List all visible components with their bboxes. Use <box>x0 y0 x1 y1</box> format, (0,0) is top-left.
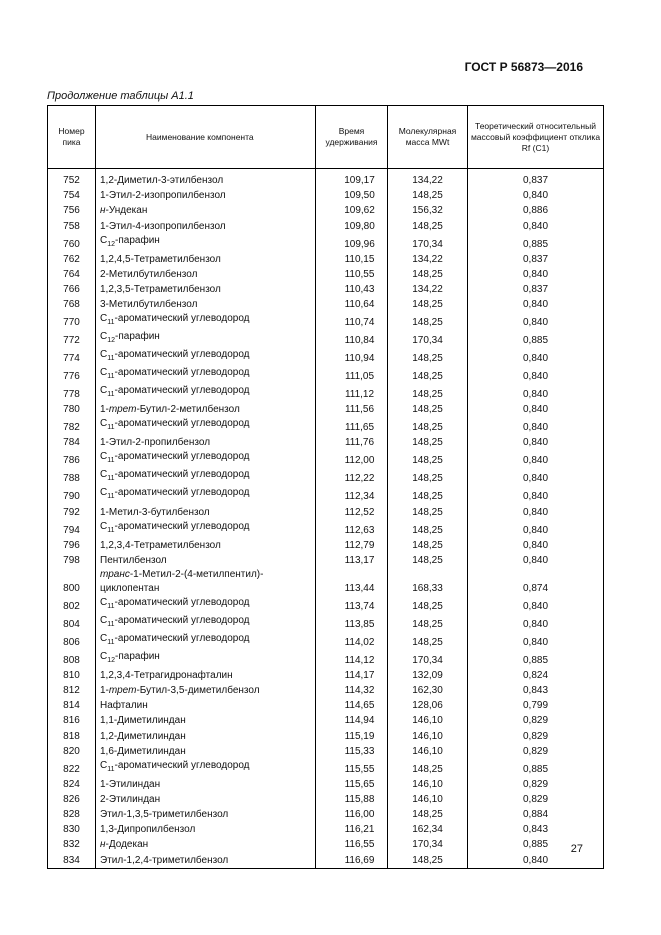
table-row <box>48 614 604 632</box>
table-row <box>48 744 604 759</box>
peak-number-cell: 804 <box>48 614 96 632</box>
table-row <box>48 538 604 553</box>
molecular-mass-cell: 134,22 <box>388 282 468 297</box>
component-name-cell: 1,6-Диметилиндан <box>96 744 316 759</box>
component-name-cell: транс-1-Метил-2-(4-метилпентил)-циклопентан <box>96 568 316 596</box>
peak-number-cell: 796 <box>48 538 96 553</box>
retention-time-cell: 112,79 <box>316 538 388 553</box>
response-factor-cell: 0,840 <box>468 486 604 504</box>
table-row <box>48 553 604 568</box>
table-row <box>48 267 604 282</box>
molecular-mass-cell: 148,25 <box>388 435 468 450</box>
table-row <box>48 435 604 450</box>
molecular-mass-cell: 148,25 <box>388 632 468 650</box>
molecular-mass-cell: 148,25 <box>388 267 468 282</box>
table-row <box>48 713 604 728</box>
table-row <box>48 807 604 822</box>
molecular-mass-cell: 148,25 <box>388 366 468 384</box>
retention-time-cell: 110,94 <box>316 348 388 366</box>
molecular-mass-cell: 146,10 <box>388 777 468 792</box>
peak-number-cell: 820 <box>48 744 96 759</box>
table-row <box>48 728 604 743</box>
table-row <box>48 837 604 852</box>
retention-time-cell: 113,85 <box>316 614 388 632</box>
retention-time-cell: 113,74 <box>316 596 388 614</box>
component-name-cell: $C_{11}$-ароматический углеводород <box>96 614 316 632</box>
response-factor-cell: 0,840 <box>468 520 604 538</box>
component-name-cell: 1-Этилиндан <box>96 777 316 792</box>
table-row <box>48 650 604 668</box>
table-row <box>48 777 604 792</box>
component-name-cell: 3-Метилбутилбензол <box>96 297 316 312</box>
table-row <box>48 282 604 297</box>
retention-time-cell: 110,55 <box>316 267 388 282</box>
response-factor-cell: 0,885 <box>468 650 604 668</box>
peak-number-cell: 834 <box>48 852 96 868</box>
peak-number-cell: 770 <box>48 312 96 330</box>
response-factor-cell: 0,840 <box>468 614 604 632</box>
retention-time-cell: 114,17 <box>316 668 388 683</box>
table-row <box>48 203 604 218</box>
component-name-cell: Нафталин <box>96 698 316 713</box>
peak-number-cell: 752 <box>48 169 96 189</box>
component-name-cell: 1,2,3,5-Тетраметилбензол <box>96 282 316 297</box>
response-factor-cell: 0,886 <box>468 203 604 218</box>
retention-time-cell: 109,50 <box>316 188 388 203</box>
component-name-cell: Пентилбензол <box>96 553 316 568</box>
table-row <box>48 822 604 837</box>
component-name-cell: $C_{11}$-ароматический углеводород <box>96 366 316 384</box>
component-name-cell: $C_{12}$-парафин <box>96 650 316 668</box>
component-name-cell: 1,2,3,4-Тетраметилбензол <box>96 538 316 553</box>
response-factor-cell: 0,840 <box>468 468 604 486</box>
table-row <box>48 348 604 366</box>
component-name-cell: Этил-1,2,4-триметилбензол <box>96 852 316 868</box>
peak-number-cell: 806 <box>48 632 96 650</box>
response-factor-cell: 0,840 <box>468 297 604 312</box>
retention-time-cell: 116,21 <box>316 822 388 837</box>
molecular-mass-cell: 148,25 <box>388 504 468 519</box>
molecular-mass-cell: 148,25 <box>388 348 468 366</box>
response-factor-cell: 0,829 <box>468 777 604 792</box>
molecular-mass-cell: 148,25 <box>388 218 468 233</box>
molecular-mass-cell: 170,34 <box>388 650 468 668</box>
component-name-cell: $C_{11}$-ароматический углеводород <box>96 520 316 538</box>
table-row <box>48 417 604 435</box>
molecular-mass-cell: 148,25 <box>388 596 468 614</box>
table-row <box>48 188 604 203</box>
response-factor-cell: 0,840 <box>468 553 604 568</box>
response-factor-cell: 0,840 <box>468 538 604 553</box>
table-row <box>48 312 604 330</box>
molecular-mass-cell: 146,10 <box>388 744 468 759</box>
retention-time-cell: 110,74 <box>316 312 388 330</box>
peak-number-cell: 766 <box>48 282 96 297</box>
peak-number-cell: 830 <box>48 822 96 837</box>
peak-number-cell: 822 <box>48 759 96 777</box>
molecular-mass-cell: 128,06 <box>388 698 468 713</box>
component-name-cell: $C_{12}$-парафин <box>96 234 316 252</box>
retention-time-cell: 112,52 <box>316 504 388 519</box>
retention-time-cell: 115,33 <box>316 744 388 759</box>
response-factor-cell: 0,840 <box>468 267 604 282</box>
molecular-mass-cell: 134,22 <box>388 169 468 189</box>
retention-time-cell: 110,43 <box>316 282 388 297</box>
col-retention-time: Время удерживания <box>316 106 388 169</box>
response-factor-cell: 0,840 <box>468 218 604 233</box>
component-name-cell: 1,2-Диметил-3-этилбензол <box>96 169 316 189</box>
retention-time-cell: 112,00 <box>316 450 388 468</box>
peak-number-cell: 788 <box>48 468 96 486</box>
peak-number-cell: 758 <box>48 218 96 233</box>
peak-number-cell: 786 <box>48 450 96 468</box>
molecular-mass-cell: 170,34 <box>388 234 468 252</box>
peak-number-cell: 812 <box>48 683 96 698</box>
peak-number-cell: 808 <box>48 650 96 668</box>
response-factor-cell: 0,843 <box>468 683 604 698</box>
response-factor-cell: 0,840 <box>468 312 604 330</box>
peak-number-cell: 774 <box>48 348 96 366</box>
table-row <box>48 218 604 233</box>
component-name-cell: $C_{11}$-ароматический углеводород <box>96 417 316 435</box>
peak-number-cell: 790 <box>48 486 96 504</box>
peak-number-cell: 814 <box>48 698 96 713</box>
response-factor-cell: 0,799 <box>468 698 604 713</box>
table-row <box>48 632 604 650</box>
molecular-mass-cell: 132,09 <box>388 668 468 683</box>
component-name-cell: 1,2,3,4-Тетрагидронафталин <box>96 668 316 683</box>
molecular-mass-cell: 148,25 <box>388 486 468 504</box>
col-peak-number: Номер пика <box>48 106 96 169</box>
retention-time-cell: 109,96 <box>316 234 388 252</box>
table-row <box>48 596 604 614</box>
peak-number-cell: 778 <box>48 384 96 402</box>
peak-number-cell: 782 <box>48 417 96 435</box>
table-body <box>48 169 604 869</box>
response-factor-cell: 0,885 <box>468 837 604 852</box>
peak-number-cell: 800 <box>48 568 96 596</box>
table-row <box>48 568 604 596</box>
table-row <box>48 384 604 402</box>
response-factor-cell: 0,829 <box>468 713 604 728</box>
retention-time-cell: 112,22 <box>316 468 388 486</box>
table-row <box>48 402 604 417</box>
response-factor-cell: 0,885 <box>468 759 604 777</box>
retention-time-cell: 114,12 <box>316 650 388 668</box>
table-row <box>48 297 604 312</box>
molecular-mass-cell: 146,10 <box>388 713 468 728</box>
molecular-mass-cell: 156,32 <box>388 203 468 218</box>
response-factor-cell: 0,837 <box>468 252 604 267</box>
peak-number-cell: 780 <box>48 402 96 417</box>
peak-number-cell: 776 <box>48 366 96 384</box>
component-name-cell: $C_{11}$-ароматический углеводород <box>96 348 316 366</box>
molecular-mass-cell: 148,25 <box>388 384 468 402</box>
peak-number-cell: 784 <box>48 435 96 450</box>
table-row <box>48 668 604 683</box>
component-name-cell: Этил-1,3,5-триметилбензол <box>96 807 316 822</box>
retention-time-cell: 110,15 <box>316 252 388 267</box>
response-factor-cell: 0,840 <box>468 188 604 203</box>
peak-number-cell: 810 <box>48 668 96 683</box>
component-name-cell: 2-Этилиндан <box>96 792 316 807</box>
component-name-cell: 1-трет-Бутил-3,5-диметилбензол <box>96 683 316 698</box>
component-name-cell: 1,2,4,5-Тетраметилбензол <box>96 252 316 267</box>
component-name-cell: $C_{11}$-ароматический углеводород <box>96 632 316 650</box>
table-row <box>48 468 604 486</box>
table-row <box>48 366 604 384</box>
retention-time-cell: 114,32 <box>316 683 388 698</box>
molecular-mass-cell: 148,25 <box>388 538 468 553</box>
response-factor-cell: 0,874 <box>468 568 604 596</box>
component-name-cell: 1-трет-Бутил-2-метилбензол <box>96 402 316 417</box>
retention-time-cell: 111,12 <box>316 384 388 402</box>
response-factor-cell: 0,840 <box>468 435 604 450</box>
table-row <box>48 169 604 189</box>
molecular-mass-cell: 148,25 <box>388 553 468 568</box>
response-factor-cell: 0,840 <box>468 450 604 468</box>
retention-time-cell: 115,88 <box>316 792 388 807</box>
component-name-cell: 1-Метил-3-бутилбензол <box>96 504 316 519</box>
table-row <box>48 486 604 504</box>
peak-number-cell: 768 <box>48 297 96 312</box>
retention-time-cell: 111,76 <box>316 435 388 450</box>
peak-number-cell: 772 <box>48 330 96 348</box>
molecular-mass-cell: 148,25 <box>388 520 468 538</box>
component-name-cell: 1-Этил-2-пропилбензол <box>96 435 316 450</box>
component-name-cell: $C_{11}$-ароматический углеводород <box>96 384 316 402</box>
retention-time-cell: 111,05 <box>316 366 388 384</box>
response-factor-cell: 0,840 <box>468 632 604 650</box>
retention-time-cell: 116,69 <box>316 852 388 868</box>
retention-time-cell: 115,19 <box>316 728 388 743</box>
molecular-mass-cell: 148,25 <box>388 450 468 468</box>
molecular-mass-cell: 170,34 <box>388 330 468 348</box>
peak-number-cell: 818 <box>48 728 96 743</box>
table-header-row <box>48 106 604 169</box>
molecular-mass-cell: 162,34 <box>388 822 468 837</box>
retention-time-cell: 112,34 <box>316 486 388 504</box>
response-factor-cell: 0,840 <box>468 852 604 868</box>
response-factor-cell: 0,884 <box>468 807 604 822</box>
response-factor-cell: 0,824 <box>468 668 604 683</box>
retention-time-cell: 115,65 <box>316 777 388 792</box>
peak-number-cell: 824 <box>48 777 96 792</box>
molecular-mass-cell: 148,25 <box>388 468 468 486</box>
retention-time-cell: 114,94 <box>316 713 388 728</box>
table-row <box>48 330 604 348</box>
table-row <box>48 504 604 519</box>
col-component-name: Наименование компонента <box>96 106 316 169</box>
molecular-mass-cell: 168,33 <box>388 568 468 596</box>
table-row <box>48 698 604 713</box>
molecular-mass-cell: 148,25 <box>388 417 468 435</box>
retention-time-cell: 109,80 <box>316 218 388 233</box>
peak-number-cell: 792 <box>48 504 96 519</box>
table-row <box>48 520 604 538</box>
retention-time-cell: 115,55 <box>316 759 388 777</box>
peak-number-cell: 760 <box>48 234 96 252</box>
component-name-cell: $C_{11}$-ароматический углеводород <box>96 450 316 468</box>
peak-number-cell: 828 <box>48 807 96 822</box>
retention-time-cell: 111,65 <box>316 417 388 435</box>
molecular-mass-cell: 148,25 <box>388 312 468 330</box>
response-factor-cell: 0,840 <box>468 596 604 614</box>
molecular-mass-cell: 148,25 <box>388 188 468 203</box>
molecular-mass-cell: 170,34 <box>388 837 468 852</box>
table-row <box>48 450 604 468</box>
response-factor-cell: 0,840 <box>468 504 604 519</box>
peak-number-cell: 826 <box>48 792 96 807</box>
component-name-cell: 2-Метилбутилбензол <box>96 267 316 282</box>
component-name-cell: 1-Этил-2-изопропилбензол <box>96 188 316 203</box>
peak-number-cell: 816 <box>48 713 96 728</box>
col-molecular-mass: Молекулярная масса MWt <box>388 106 468 169</box>
molecular-mass-cell: 162,30 <box>388 683 468 698</box>
component-name-cell: $C_{11}$-ароматический углеводород <box>96 312 316 330</box>
retention-time-cell: 110,64 <box>316 297 388 312</box>
table-row <box>48 252 604 267</box>
document-id: ГОСТ Р 56873—2016 <box>464 60 583 74</box>
response-factor-cell: 0,885 <box>468 330 604 348</box>
page-number: 27 <box>570 843 583 855</box>
component-name-cell: $C_{12}$-парафин <box>96 330 316 348</box>
component-name-cell: 1,3-Дипропилбензол <box>96 822 316 837</box>
molecular-mass-cell: 148,25 <box>388 852 468 868</box>
retention-time-cell: 114,02 <box>316 632 388 650</box>
retention-time-cell: 116,55 <box>316 837 388 852</box>
component-name-cell: 1,2-Диметилиндан <box>96 728 316 743</box>
response-factor-cell: 0,837 <box>468 282 604 297</box>
table-row <box>48 792 604 807</box>
response-factor-cell: 0,840 <box>468 402 604 417</box>
retention-time-cell: 109,62 <box>316 203 388 218</box>
table-row <box>48 852 604 868</box>
molecular-mass-cell: 146,10 <box>388 792 468 807</box>
molecular-mass-cell: 148,25 <box>388 402 468 417</box>
response-factor-cell: 0,843 <box>468 822 604 837</box>
component-name-cell: $C_{11}$-ароматический углеводород <box>96 596 316 614</box>
retention-time-cell: 112,63 <box>316 520 388 538</box>
peak-number-cell: 798 <box>48 553 96 568</box>
table-row <box>48 759 604 777</box>
response-factor-cell: 0,840 <box>468 366 604 384</box>
response-factor-cell: 0,829 <box>468 744 604 759</box>
table-continuation-caption: Продолжение таблицы А1.1 <box>47 90 194 102</box>
response-factor-cell: 0,829 <box>468 728 604 743</box>
response-factor-cell: 0,840 <box>468 384 604 402</box>
molecular-mass-cell: 148,25 <box>388 759 468 777</box>
component-name-cell: 1-Этил-4-изопропилбензол <box>96 218 316 233</box>
response-factor-cell: 0,840 <box>468 417 604 435</box>
retention-time-cell: 110,84 <box>316 330 388 348</box>
peak-number-cell: 754 <box>48 188 96 203</box>
molecular-mass-cell: 148,25 <box>388 614 468 632</box>
components-table <box>47 105 604 869</box>
retention-time-cell: 113,44 <box>316 568 388 596</box>
molecular-mass-cell: 146,10 <box>388 728 468 743</box>
peak-number-cell: 794 <box>48 520 96 538</box>
molecular-mass-cell: 148,25 <box>388 297 468 312</box>
retention-time-cell: 109,17 <box>316 169 388 189</box>
component-name-cell: н-Додекан <box>96 837 316 852</box>
col-response-factor: Теоретический относительный массовый коэффициент отклика Rf (C1) <box>468 106 604 169</box>
component-name-cell: н-Ундекан <box>96 203 316 218</box>
response-factor-cell: 0,837 <box>468 169 604 189</box>
peak-number-cell: 756 <box>48 203 96 218</box>
retention-time-cell: 111,56 <box>316 402 388 417</box>
peak-number-cell: 832 <box>48 837 96 852</box>
component-name-cell: 1,1-Диметилиндан <box>96 713 316 728</box>
peak-number-cell: 802 <box>48 596 96 614</box>
component-name-cell: $C_{11}$-ароматический углеводород <box>96 486 316 504</box>
component-name-cell: $C_{11}$-ароматический углеводород <box>96 468 316 486</box>
molecular-mass-cell: 148,25 <box>388 807 468 822</box>
peak-number-cell: 762 <box>48 252 96 267</box>
table-row <box>48 683 604 698</box>
response-factor-cell: 0,829 <box>468 792 604 807</box>
peak-number-cell: 764 <box>48 267 96 282</box>
molecular-mass-cell: 134,22 <box>388 252 468 267</box>
retention-time-cell: 113,17 <box>316 553 388 568</box>
table-row <box>48 234 604 252</box>
response-factor-cell: 0,885 <box>468 234 604 252</box>
response-factor-cell: 0,840 <box>468 348 604 366</box>
retention-time-cell: 114,65 <box>316 698 388 713</box>
component-name-cell: $C_{11}$-ароматический углеводород <box>96 759 316 777</box>
retention-time-cell: 116,00 <box>316 807 388 822</box>
